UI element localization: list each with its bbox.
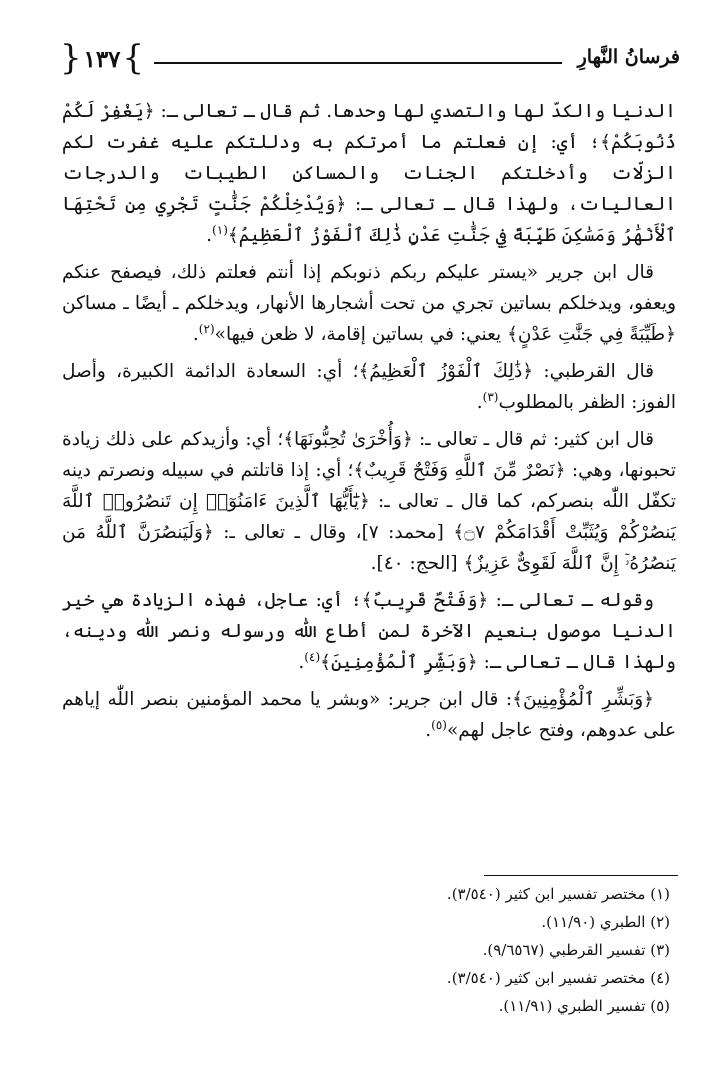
paragraph-text: وقوله ـ تعالى ـ: ﴿وَفَتْحٌ قَرِيبٌ﴾؛ أي: عاجل، فهذه الزيادة هي خير الدنيا موصول بنعيم الآخرة لمن أطاع اللّٰه ورسوله ونصر اللّٰه ودينه، ولهذا قال ـ تعالى ـ: ﴿وَبَشِّرِ ٱلْمُؤْمِنِينَ﴾	[62, 590, 676, 673]
footnote-ref: (٣)	[482, 389, 499, 404]
footnote: (٥) تفسير الطبري (١١/٩١).	[498, 997, 670, 1015]
footnote: (٢) الطبري (١١/٩٠).	[541, 913, 670, 931]
paragraph	[62, 424, 676, 579]
paragraph-text: قال القرطبي: ﴿ذَٰلِكَ ٱلْفَوْزُ ٱلْعَظِيمُ﴾؛ أي: السعادة الدائمة الكبيرة، وأصل الفوز: الظفر بالمطلوب	[62, 361, 676, 413]
paragraph-tail: .	[476, 392, 483, 413]
paragraph-tail: .	[425, 720, 432, 741]
paragraph	[62, 684, 676, 746]
paragraph-text: الدنيا والكدّ لها والتصدي لها وحدها. ثم قال ـ تعالى ـ: ﴿يَغْفِرْ لَكُمْ ذُنُوبَكُمْ﴾؛ أي: إن فعلتم ما أمرتكم به ودللتكم عليه غفرت لكم الزلّات وأدخلتكم الجنات والمساكن الطيبات والدرجات العاليات، ولهذا قال ـ تعالى ـ: ﴿وَيُدْخِلْكُمْ جَنَّٰتٍ تَجْرِي مِن تَحْتِهَا ٱلْأَنْهَٰرُ وَمَسَٰكِنَ طَيِّبَةً فِي جَنَّٰتِ عَدْنٍ ذَٰلِكَ ٱلْفَوْزُ ٱلْعَظِيمُ﴾	[62, 101, 676, 246]
paragraph	[62, 356, 676, 418]
footnote: (٤) مختصر تفسير ابن كثير (٣/٥٤٠).	[446, 969, 670, 987]
page-number: ١٣٧	[83, 46, 121, 73]
paragraph	[62, 585, 676, 678]
page-header	[58, 38, 680, 88]
footnote-ref: (٢)	[198, 321, 215, 336]
main-text	[62, 96, 676, 752]
paragraph-tail: .	[192, 324, 199, 345]
footnote: (١) مختصر تفسير ابن كثير (٣/٥٤٠).	[446, 885, 670, 903]
paragraph	[62, 257, 676, 350]
paragraph	[62, 96, 676, 251]
footnote-ref: (٥)	[431, 717, 447, 732]
brace-right-icon: }	[122, 38, 144, 78]
footnote-rule	[484, 875, 678, 876]
header-rule	[154, 62, 562, 64]
paragraph-text: ﴿وَبَشِّرِ ٱلْمُؤْمِنِينَ﴾: قال ابن جرير: «وبشر يا محمد المؤمنين بنصر اللّٰه إياهم على عدوهم، وفتح عاجل لهم»	[62, 689, 676, 741]
footnotes	[62, 880, 676, 1020]
brace-left-icon: {	[60, 38, 82, 78]
running-title: فرسانُ النَّهارِ	[577, 46, 680, 68]
footnote-ref: (١)	[212, 222, 228, 237]
paragraph-tail: .	[298, 652, 305, 673]
footnote: (٣) تفسير القرطبي (٩/٦٥٦٧).	[482, 941, 670, 959]
paragraph-tail: .	[206, 225, 213, 246]
paragraph-text: قال ابن جرير «يستر عليكم ربكم ذنوبكم إذا أنتم فعلتم ذلك، فيصفح عنكم ويعفو، ويدخلكم بساتين تجري من تحت أشجارها الأنهار، ويدخلكم ـ أيضًا ـ مساكن ﴿طَيِّبَةً فِي جَنَّٰتِ عَدْنٍ﴾ يعني: في بساتين إقامة، لا ظعن فيها»	[62, 262, 676, 345]
page-number-box	[58, 38, 146, 82]
footnote-ref: (٤)	[304, 649, 321, 664]
paragraph-text: قال ابن كثير: ثم قال ـ تعالى ـ: ﴿وَأُخْرَىٰ تُحِبُّونَهَا﴾؛ أي: وأزيدكم على ذلك زيادة تحبونها، وهي: ﴿نَصْرٌ مِّنَ ٱللَّهِ وَفَتْحٌ قَرِيبٌ﴾؛ أي: إذا قاتلتم في سبيله ونصرتم دينه تكفّل اللّٰه بنصركم، كما قال ـ تعالى ـ: ﴿يَٰٓأَيُّهَا ٱلَّذِينَ ءَامَنُوٓا۟ إِن تَنصُرُوا۟ ٱللَّهَ يَنصُرْكُمْ وَيُثَبِّتْ أَقْدَامَكُمْ ۝٧﴾ [محمد: ٧]، وقال ـ تعالى ـ: ﴿وَلَيَنصُرَنَّ ٱللَّهُ مَن يَنصُرُهُۥٓ إِنَّ ٱللَّهَ لَقَوِىٌّ عَزِيزٌ﴾ [الحج: ٤٠].	[62, 429, 676, 574]
